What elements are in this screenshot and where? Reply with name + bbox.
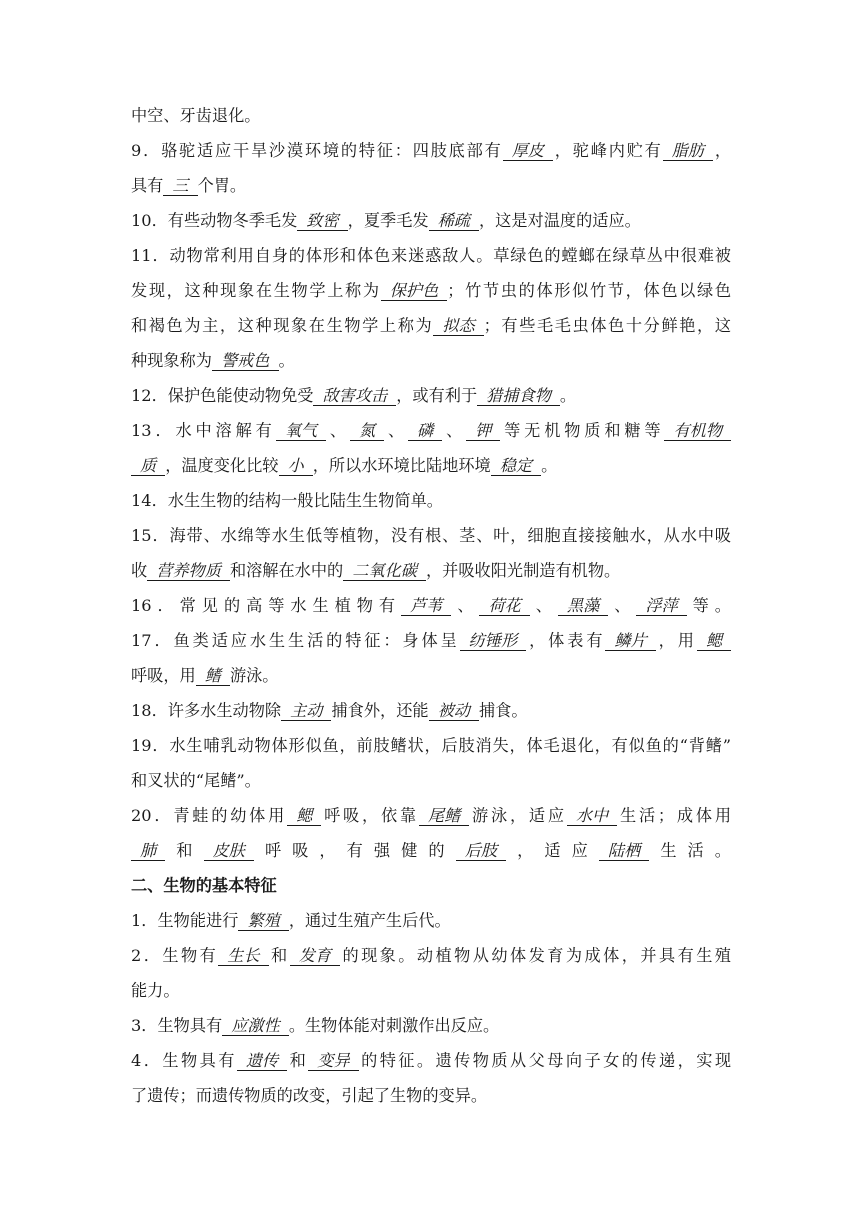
answer-blank: 有机物 (664, 422, 731, 441)
text-line (131, 1016, 731, 1036)
text-segment: 和褐色为主，这种现象在生物学上称为 (131, 316, 434, 335)
text-segment: 3．生物具有 (131, 1016, 223, 1035)
text-line (131, 701, 731, 721)
answer-blank: 拟态 (433, 317, 483, 336)
text-segment: 13．水中溶解有 (131, 421, 276, 440)
text-line (131, 981, 731, 1001)
text-segment: ， (713, 141, 732, 160)
answer-blank: 敌害攻击 (313, 387, 396, 406)
text-line (131, 491, 731, 511)
answer-blank: 鳃 (287, 807, 321, 826)
text-segment: 9．骆驼适应干旱沙漠环境的特征：四肢底部有 (131, 141, 503, 160)
text-segment: 发现，这种现象在生物学上称为 (131, 281, 381, 300)
text-line (131, 386, 731, 406)
text-segment: 中空、牙齿退化。 (131, 106, 261, 125)
text-segment: 11．动物常利用自身的体形和体色来迷惑敌人。草绿色的螳螂在绿草丛中很难被 (131, 246, 731, 265)
text-segment: ，或有利于 (396, 386, 478, 405)
answer-blank: 营养物质 (147, 562, 230, 581)
text-segment: 、 (442, 421, 467, 440)
text-segment: 、 (529, 596, 558, 615)
text-segment: 游泳。 (229, 666, 279, 685)
text-line (131, 421, 731, 441)
text-segment: ，这是对温度的适应。 (478, 211, 641, 230)
answer-blank: 荷花 (479, 597, 529, 616)
answer-blank: 主动 (281, 702, 331, 721)
text-segment: 12．保护色能使动物免受 (131, 386, 314, 405)
answer-blank: 鳃 (697, 632, 731, 651)
text-line (131, 736, 731, 756)
text-segment: 游泳，适应 (469, 806, 567, 825)
text-segment: ，适应 (506, 841, 599, 860)
answer-blank: 脂肪 (663, 142, 713, 161)
text-segment: 1．生物能进行 (131, 911, 239, 930)
answer-blank: 质 (131, 457, 165, 476)
text-line (131, 456, 731, 476)
text-line (131, 106, 731, 126)
text-segment: ，驼峰内贮有 (553, 141, 663, 160)
text-line (131, 281, 731, 301)
text-line (131, 176, 731, 196)
answer-blank: 尾鳍 (419, 807, 469, 826)
text-segment: ；竹节虫的体形似竹节，体色以绿色 (447, 281, 732, 300)
answer-blank: 钾 (466, 422, 500, 441)
text-line (131, 141, 731, 161)
text-segment: 、 (384, 421, 409, 440)
answer-blank: 发育 (290, 947, 340, 966)
text-segment: 等。 (686, 596, 731, 615)
text-line (131, 526, 731, 546)
text-line (131, 246, 731, 266)
text-segment: 具有 (131, 176, 164, 195)
text-segment: 生活。 (649, 841, 731, 860)
answer-blank: 纺锤形 (460, 632, 527, 651)
text-segment: 10．有些动物冬季毛发 (131, 211, 298, 230)
text-segment: 和叉状的“尾鳍”。 (131, 771, 261, 790)
answer-blank: 繁殖 (238, 912, 288, 931)
text-segment: ，温度变化比较 (165, 456, 279, 475)
answer-blank: 变异 (308, 1052, 358, 1071)
text-line (131, 631, 731, 651)
answer-blank: 猎捕食物 (477, 387, 560, 406)
answer-blank: 生长 (218, 947, 268, 966)
answer-blank: 稀疏 (429, 212, 479, 231)
answer-blank: 肺 (131, 842, 165, 861)
text-line (131, 806, 731, 826)
text-segment: 呼吸，用 (131, 666, 196, 685)
answer-blank: 致密 (297, 212, 347, 231)
text-segment: 15．海带、水绵等水生低等植物，没有根、茎、叶，细胞直接接触水，从水中吸 (131, 526, 731, 545)
answer-blank: 稳定 (491, 457, 541, 476)
text-segment: 二、生物的基本特征 (131, 876, 277, 895)
text-segment: 和 (287, 1051, 309, 1070)
text-segment: 了遗传；而遗传物质的改变，引起了生物的变异。 (131, 1086, 488, 1105)
text-segment: 。 (278, 351, 295, 370)
text-segment: 能力。 (131, 981, 180, 1000)
text-segment: 19．水生哺乳动物体形似鱼，前肢鳍状，后肢消失，体毛退化，有似鱼的“背鳍” (131, 736, 731, 755)
text-line (131, 1051, 731, 1071)
text-line (131, 1086, 731, 1106)
text-segment: 个胃。 (197, 176, 247, 195)
text-segment: 呼吸，有强健的 (253, 841, 456, 860)
answer-blank: 二氧化碳 (343, 562, 426, 581)
text-segment: 和溶解在水中的 (229, 561, 344, 580)
text-line (131, 666, 731, 686)
answer-blank: 遗传 (237, 1052, 287, 1071)
text-segment: 生活；成体用 (617, 806, 732, 825)
answer-blank: 保护色 (381, 282, 448, 301)
text-segment: 。 (541, 456, 558, 475)
text-segment: ，所以水环境比陆地环境 (312, 456, 491, 475)
section-heading (131, 876, 731, 896)
text-segment: 。生物体能对刺激作出反应。 (288, 1016, 500, 1035)
answer-blank: 厚皮 (503, 142, 553, 161)
text-segment: 16．常见的高等水生植物有 (131, 596, 401, 615)
answer-blank: 鳍 (196, 667, 230, 686)
text-segment: ；有些毛毛虫体色十分鲜艳，这 (483, 316, 731, 335)
text-segment: 、 (608, 596, 637, 615)
text-segment: ，体表有 (526, 631, 606, 650)
text-line (131, 211, 731, 231)
answer-blank: 被动 (429, 702, 479, 721)
text-segment: 呼吸，依靠 (321, 806, 419, 825)
text-segment: 4．生物具有 (131, 1051, 237, 1070)
answer-blank: 鳞片 (605, 632, 655, 651)
answer-blank: 警戒色 (212, 352, 279, 371)
answer-blank: 皮肤 (204, 842, 254, 861)
text-segment: 。 (559, 386, 577, 405)
text-line (131, 351, 731, 371)
text-line (131, 316, 731, 336)
text-segment: ，并吸收阳光制造有机物。 (426, 561, 621, 580)
text-segment: 的现象。动植物从幼体发育为成体，并具有生殖 (340, 946, 731, 965)
text-segment: 18．许多水生动物除 (131, 701, 282, 720)
text-segment: 收 (131, 561, 148, 580)
text-line (131, 946, 731, 966)
text-segment: 种现象称为 (131, 351, 212, 370)
text-segment: 2．生物有 (131, 946, 219, 965)
answer-blank: 磷 (408, 422, 442, 441)
text-segment: 17．鱼类适应水生生活的特征：身体呈 (131, 631, 460, 650)
text-line (131, 841, 731, 861)
text-segment: 20．青蛙的幼体用 (131, 806, 288, 825)
answer-blank: 浮萍 (636, 597, 686, 616)
answer-blank: 小 (279, 457, 313, 476)
text-segment: 14．水生生物的结构一般比陆生生物简单。 (131, 491, 443, 510)
text-segment: 等无机物质和糖等 (500, 421, 665, 440)
text-segment: ，用 (655, 631, 697, 650)
answer-blank: 三 (163, 177, 197, 196)
text-line (131, 561, 731, 581)
answer-blank: 氮 (350, 422, 384, 441)
text-segment: ，夏季毛发 (347, 211, 429, 230)
text-segment: 和 (268, 946, 290, 965)
answer-blank: 氧气 (276, 422, 326, 441)
text-segment: 、 (451, 596, 480, 615)
text-line (131, 911, 731, 931)
text-line (131, 771, 731, 791)
answer-blank: 后肢 (456, 842, 506, 861)
answer-blank: 黑藻 (558, 597, 608, 616)
answer-blank: 陆栖 (599, 842, 649, 861)
text-segment: ，通过生殖产生后代。 (288, 911, 451, 930)
text-segment: 、 (326, 421, 350, 440)
text-line (131, 596, 731, 616)
text-segment: 和 (165, 841, 204, 860)
answer-blank: 水中 (567, 807, 617, 826)
text-segment: 捕食。 (478, 701, 528, 720)
answer-blank: 芦苇 (401, 597, 451, 616)
answer-blank: 应激性 (222, 1017, 289, 1036)
text-segment: 的特征。遗传物质从父母向子女的传递，实现 (358, 1051, 732, 1070)
text-segment: 捕食外，还能 (331, 701, 429, 720)
